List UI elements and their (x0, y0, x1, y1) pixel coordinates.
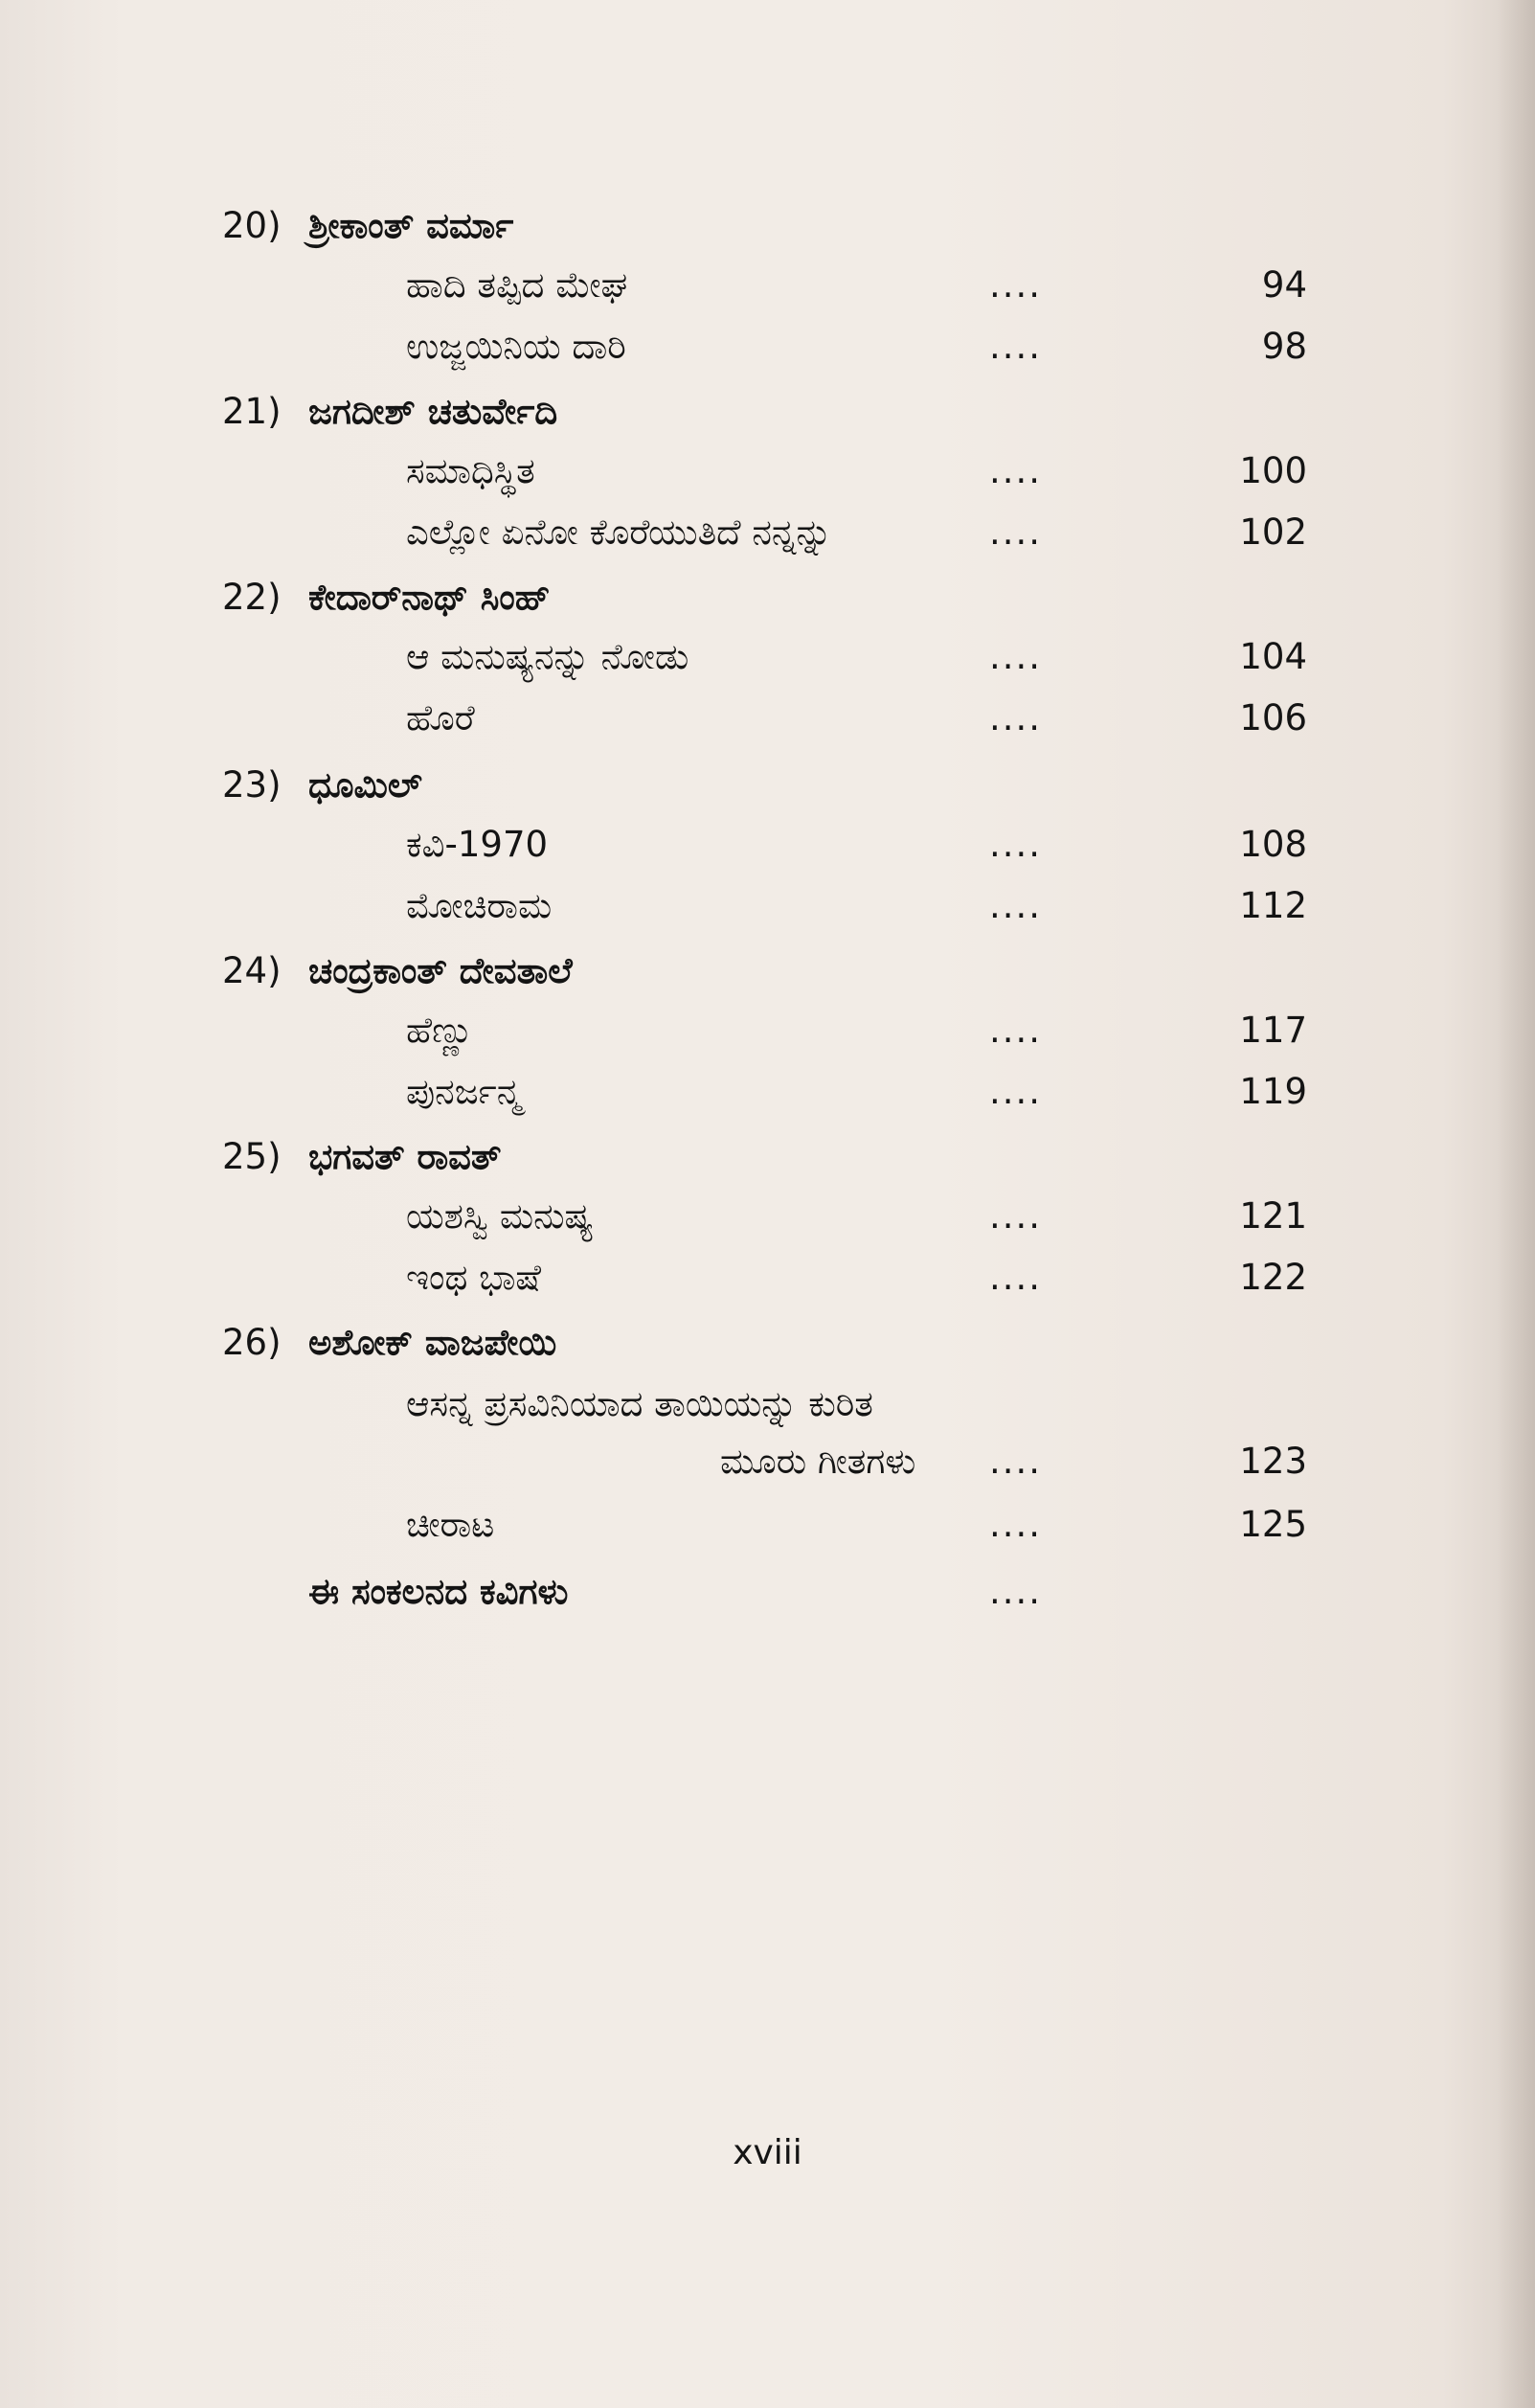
poem-title: ಆ ಮನುಷ್ಯನನ್ನು ನೋಡು (406, 636, 689, 677)
page-number: 125 (1239, 1504, 1307, 1545)
author-name: ಶ್ರೀಕಾಂತ್ ವರ್ಮಾ (308, 205, 514, 246)
page-number: 104 (1239, 636, 1307, 677)
poem-title: ಇಂಥ ಭಾಷೆ (406, 1257, 542, 1298)
author-name: ಚಂದ್ರಕಾಂತ್ ದೇವತಾಲೆ (308, 950, 573, 991)
page-number: 121 (1239, 1195, 1307, 1237)
leader-dots: .... (989, 1010, 1043, 1051)
poem-title: ಹೊರೆ (406, 697, 475, 738)
leader-dots: .... (989, 885, 1043, 926)
poem-title: ಹೆಣ್ಣು (406, 1010, 474, 1051)
leader-dots: .... (989, 1195, 1043, 1237)
entry-number: 26) (222, 1322, 282, 1363)
page-number: 98 (1261, 326, 1307, 367)
entry-number: 22) (222, 577, 282, 618)
leader-dots: .... (989, 264, 1043, 306)
author-name: ಧೂಮಿಲ್ (308, 764, 422, 806)
leader-dots: .... (989, 511, 1043, 553)
page-number: 106 (1239, 697, 1307, 738)
poem-title: ಆಸನ್ನ ಪ್ರಸವಿನಿಯಾದ ತಾಯಿಯನ್ನು ಕುರಿತ (406, 1383, 873, 1424)
poem-title-continued: ಮೂರು ಗೀತಗಳು (720, 1441, 916, 1482)
entry-number: 25) (222, 1136, 282, 1177)
leader-dots: .... (989, 636, 1043, 677)
poem-title: ಯಶಸ್ವಿ ಮನುಷ್ಯ (406, 1195, 594, 1237)
leader-dots: .... (989, 1571, 1043, 1612)
poem-title: ಎಲ್ಲೋ ಏನೋ ಕೊರೆಯುತಿದೆ ನನ್ನನ್ನು (406, 511, 832, 553)
leader-dots: .... (989, 697, 1043, 738)
poem-title: ಪುನರ್ಜನ್ಮ (406, 1071, 522, 1112)
poem-title: ಹಾದಿ ತಪ್ಪಿದ ಮೇಘ (406, 264, 628, 306)
author-name: ಭಗವತ್ ರಾವತ್ (308, 1136, 502, 1177)
page-number: 112 (1239, 885, 1307, 926)
author-name: ಕೇದಾರ್‌ನಾಥ್ ಸಿಂಹ್ (308, 577, 552, 618)
poem-title: ಚೀರಾಟ (406, 1504, 495, 1545)
poets-section-title: ಈ ಸಂಕಲನದ ಕವಿಗಳು (308, 1571, 569, 1612)
poem-title: ಮೋಚಿರಾಮ (406, 885, 553, 926)
leader-dots: .... (989, 1441, 1043, 1482)
page-number: 122 (1239, 1257, 1307, 1298)
leader-dots: .... (989, 450, 1043, 491)
page-number: 100 (1239, 450, 1307, 491)
page-number: 123 (1239, 1441, 1307, 1482)
entry-number: 20) (222, 205, 282, 246)
entry-number: 21) (222, 391, 282, 432)
author-name: ಅಶೋಕ್ ವಾಜಪೇಯಿ (308, 1322, 557, 1363)
author-name: ಜಗದೀಶ್ ಚತುರ್ವೇದಿ (308, 391, 558, 432)
page-number: 108 (1239, 824, 1307, 865)
poem-title: ಸಮಾಧಿಸ್ಥಿತ (406, 450, 535, 491)
page-number: 117 (1239, 1010, 1307, 1051)
poem-title: ಉಜ್ಜಯಿನಿಯ ದಾರಿ (406, 326, 626, 367)
poem-title: ಕವಿ-1970 (406, 824, 549, 865)
leader-dots: .... (989, 1071, 1043, 1112)
leader-dots: .... (989, 326, 1043, 367)
page-number: 119 (1239, 1071, 1307, 1112)
leader-dots: .... (989, 1504, 1043, 1545)
leader-dots: .... (989, 1257, 1043, 1298)
leader-dots: .... (989, 824, 1043, 865)
page-folio: xviii (733, 2133, 802, 2172)
entry-number: 23) (222, 764, 282, 806)
page-number: 102 (1239, 511, 1307, 553)
entry-number: 24) (222, 950, 282, 991)
page-number: 94 (1261, 264, 1307, 306)
